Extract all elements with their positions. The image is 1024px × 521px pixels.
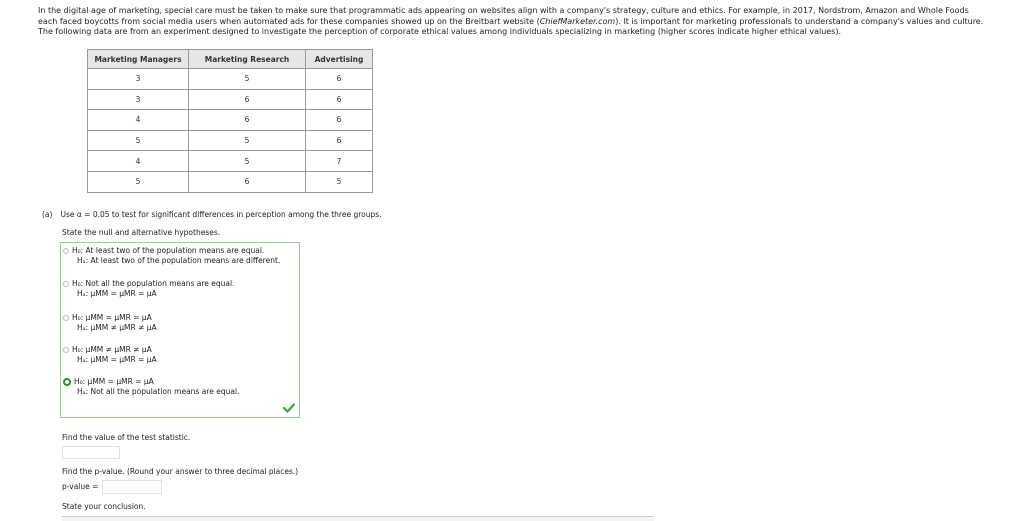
hypothesis-option-1[interactable]: [63, 246, 280, 266]
table-cell: 5: [189, 130, 306, 151]
p-value-input[interactable]: [102, 480, 162, 494]
header-advertising: Advertising: [306, 50, 373, 69]
table-row: [88, 151, 373, 172]
table-cell: 6: [306, 69, 373, 90]
table-cell: 5: [189, 151, 306, 172]
table-cell: 4: [88, 110, 189, 131]
option-ha-text: Hₐ: μMM = μMR = μA: [77, 289, 157, 298]
option-ha-text: Hₐ: μMM ≠ μMR ≠ μA: [77, 323, 157, 332]
test-statistic-input[interactable]: [62, 446, 120, 459]
test-statistic-question: Find the value of the test statistic.: [62, 433, 191, 442]
option-h0-text: H₀: μMM ≠ μMR ≠ μA: [72, 345, 152, 354]
option-h0-text: H₀: μMM = μMR = μA: [74, 377, 154, 386]
table-cell: 3: [88, 69, 189, 90]
hypothesis-option-5[interactable]: [63, 377, 239, 397]
table-cell: 5: [88, 130, 189, 151]
radio-button[interactable]: [63, 248, 69, 254]
part-a-text: Use α = 0.05 to test for significant differences in perception among the three groups.: [60, 210, 382, 219]
option-ha-text: Hₐ: Not all the population means are equal.: [77, 387, 240, 396]
radio-button[interactable]: [63, 281, 69, 287]
option-h0-text: H₀: μMM = μMR = μA: [72, 313, 152, 322]
option-h0-text: H₀: At least two of the population means are equal.: [72, 246, 265, 255]
conclusion-question: State your conclusion.: [62, 502, 146, 511]
table-row: [88, 89, 373, 110]
p-value-label: p-value =: [62, 482, 99, 491]
table-row: [88, 110, 373, 131]
table-cell: 5: [306, 171, 373, 192]
problem-intro: [38, 6, 988, 38]
hypothesis-option-4[interactable]: [63, 345, 157, 365]
intro-text-2: ). It is important for marketing professionals to understand a company's values and culture. The following data are from an experiment designed to investigate the perception of corporate ethical values among individuals specializing in marketing (higher scores indicate higher ethical values).: [38, 16, 984, 37]
part-a-label: (a): [42, 210, 53, 219]
table-row: [88, 69, 373, 90]
checkmark-icon: [283, 403, 295, 413]
option-ha-text: Hₐ: μMM = μMR = μA: [77, 355, 157, 364]
table-cell: 5: [189, 69, 306, 90]
hypothesis-option-2[interactable]: [63, 279, 234, 299]
table-cell: 5: [88, 171, 189, 192]
part-a-prompt: [42, 210, 382, 219]
table-cell: 6: [306, 89, 373, 110]
hypotheses-choices: [60, 242, 300, 418]
state-hypotheses-label: State the null and alternative hypotheses.: [62, 228, 221, 237]
option-ha-text: Hₐ: At least two of the population means are different.: [77, 256, 281, 265]
table-cell: 6: [189, 110, 306, 131]
header-marketing-research: Marketing Research: [189, 50, 306, 69]
radio-button[interactable]: [63, 347, 69, 353]
hypothesis-option-3[interactable]: [63, 313, 157, 333]
table-cell: 6: [189, 171, 306, 192]
table-cell: 6: [306, 130, 373, 151]
data-table: [87, 49, 373, 193]
option-h0-text: H₀: Not all the population means are equal.: [72, 279, 235, 288]
intro-source: ChiefMarketer.com: [539, 16, 616, 26]
p-value-question: Find the p-value. (Round your answer to three decimal places.): [62, 467, 299, 476]
table-row: [88, 171, 373, 192]
radio-button[interactable]: [63, 315, 69, 321]
conclusion-select[interactable]: [62, 516, 654, 521]
table-row: [88, 130, 373, 151]
table-cell: 6: [306, 110, 373, 131]
table-cell: 6: [189, 89, 306, 110]
table-cell: 7: [306, 151, 373, 172]
intro-text-1: In the digital age of marketing, special care must be taken to make sure that programmatic ads appearing on websites align with a company's strategy, culture and ethics. For example, in 2017, Nordstrom, Amazon and Whole Foods each faced boycotts from social media users when automated ads for these companies showed up on the Breitbart website (: [38, 6, 969, 26]
table-cell: 3: [88, 89, 189, 110]
table-cell: 4: [88, 151, 189, 172]
header-marketing-managers: Marketing Managers: [88, 50, 189, 69]
radio-button-selected[interactable]: [63, 378, 71, 386]
